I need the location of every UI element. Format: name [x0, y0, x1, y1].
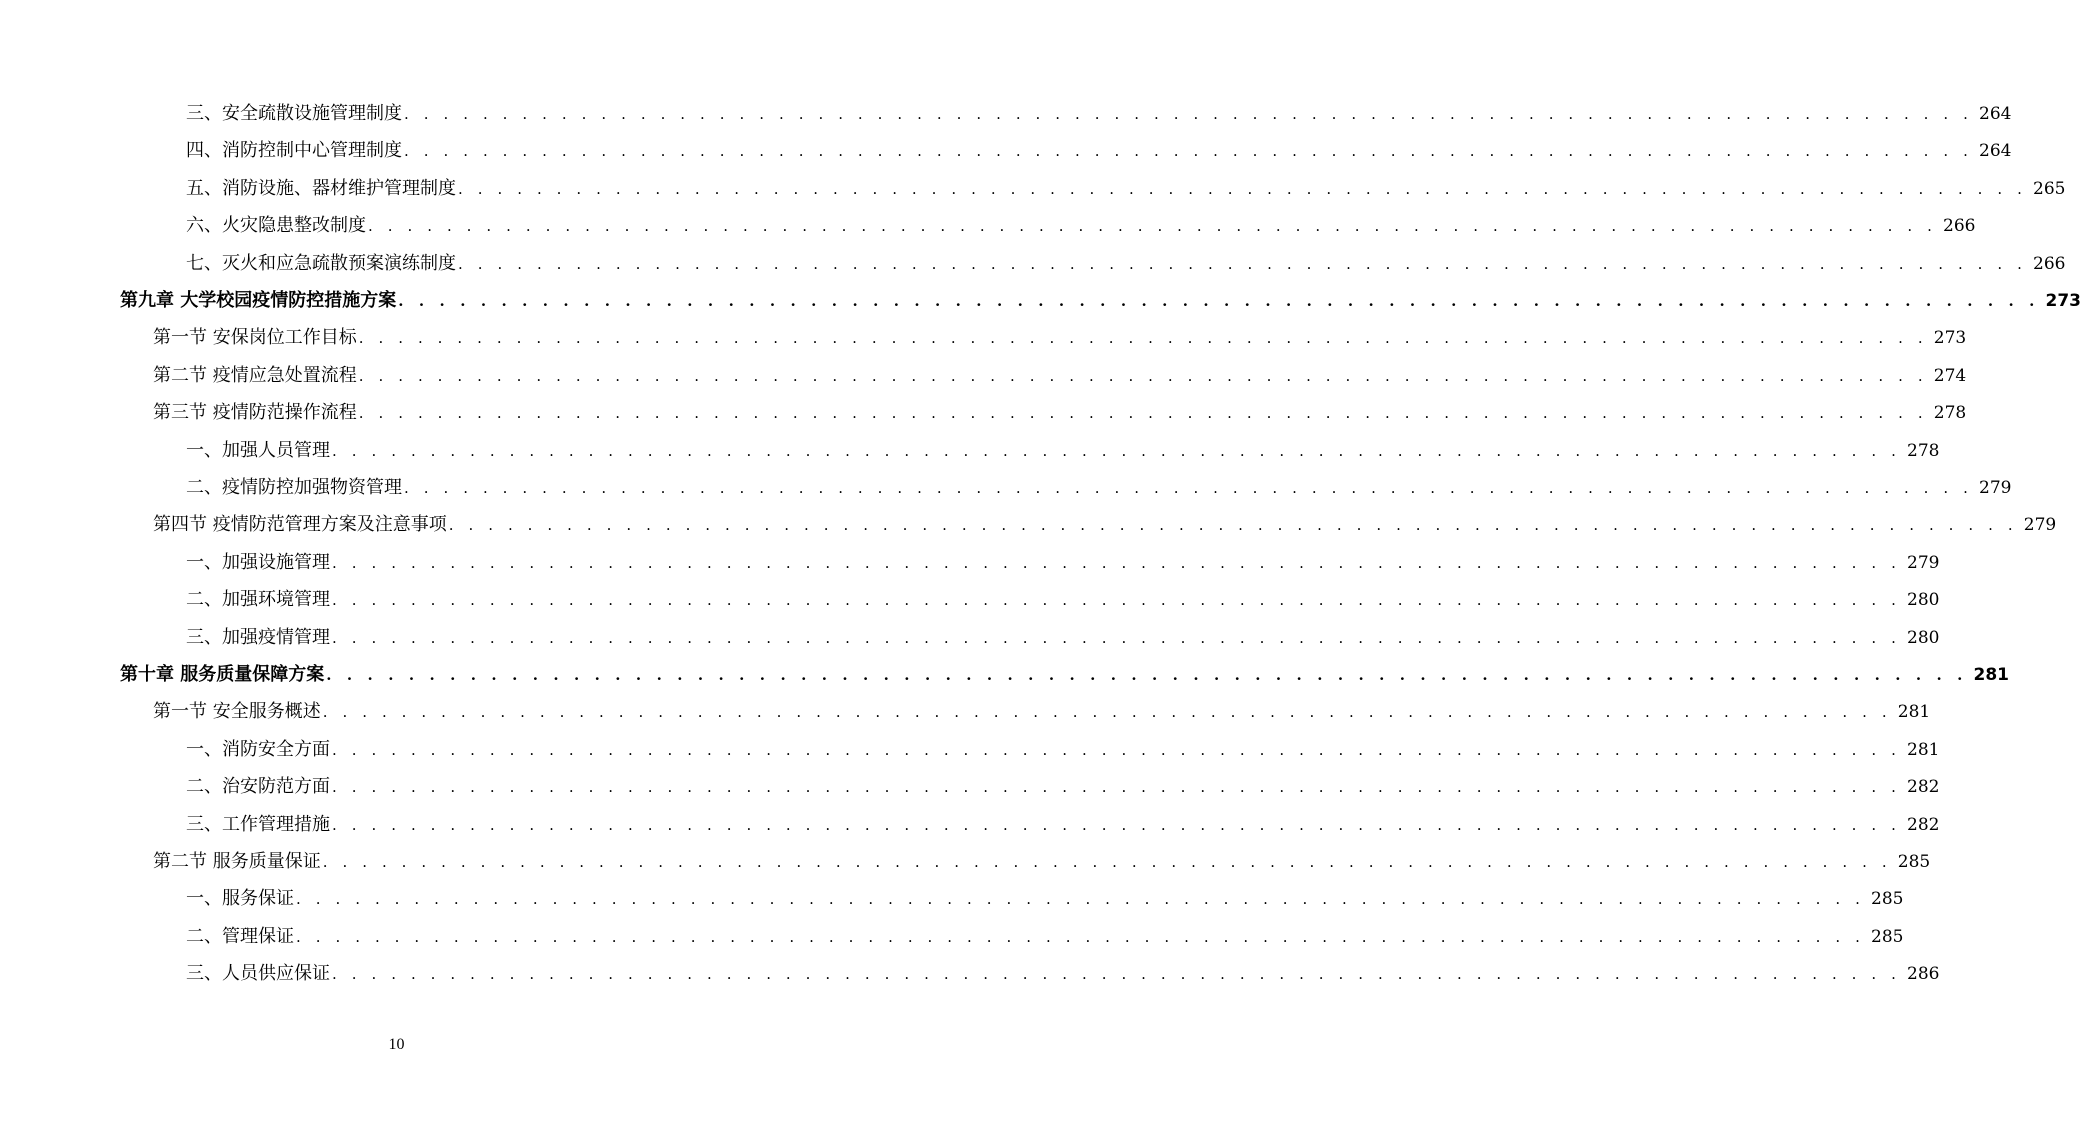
toc-entry-item[interactable] — [186, 175, 2066, 203]
toc-entry-item[interactable] — [186, 137, 2012, 165]
toc-entry-item[interactable] — [186, 586, 1940, 614]
toc-entry-page: 279 — [1979, 478, 2012, 498]
toc-entry-page: 282 — [1907, 814, 1940, 835]
toc-dot-leader: . . . . . . . . . . . . . . . . . . . . . . . . . . . . . . . . . . . . . . . . . . . . . . . . . . . . . . . . . . . . . . . . . . . . . . . . . . . . . . . . — [404, 105, 1974, 123]
toc-entry-page: 278 — [1933, 403, 1967, 424]
toc-dot-leader: . . . . . . . . . . . . . . . . . . . . . . . . . . . . . . . . . . . . . . . . . . . . . . . . . . . . . . . . . . . . . . . . . . . . . . . . . . . . . . . . — [404, 142, 1974, 161]
toc-dot-leader: . . . . . . . . . . . . . . . . . . . . . . . . . . . . . . . . . . . . . . . . . . . . . . . . . . . . . . . . . . . . . . . . . . . . . . . . . . . . . . . . — [326, 666, 1968, 684]
toc-entry-page: 264 — [1979, 104, 2012, 124]
toc-entry-title: 三、人员供应保证 — [186, 963, 330, 985]
toc-entry-item[interactable] — [186, 474, 2012, 502]
toc-entry-page: 278 — [1907, 440, 1940, 461]
toc-entry-page: 273 — [1933, 328, 1967, 349]
toc-entry-page: 285 — [1871, 889, 1904, 910]
toc-entry-title: 第三节 疫情防范操作流程 — [153, 402, 357, 424]
toc-entry-item[interactable] — [186, 811, 1940, 839]
toc-entry-title: 第十章 服务质量保障方案 — [120, 664, 325, 685]
toc-entry-title: 第九章 大学校园疫情防控措施方案 — [120, 290, 397, 311]
toc-dot-leader: . . . . . . . . . . . . . . . . . . . . . . . . . . . . . . . . . . . . . . . . . . . . . . . . . . . . . . . . . . . . . . . . . . . . . . . . . . . . . . . . — [458, 179, 2028, 198]
toc-entry-page: 281 — [1897, 702, 1931, 723]
toc-dot-leader: . . . . . . . . . . . . . . . . . . . . . . . . . . . . . . . . . . . . . . . . . . . . . . . . . . . . . . . . . . . . . . . . . . . . . . . . . . . . . . . . — [458, 254, 2028, 273]
toc-entry-title: 第二节 服务质量保证 — [153, 851, 321, 872]
toc-entry-title: 二、管理保证 — [186, 925, 294, 947]
toc-entry-section[interactable] — [153, 324, 1967, 352]
toc-entry-page: 266 — [2033, 253, 2066, 274]
toc-dot-leader: . . . . . . . . . . . . . . . . . . . . . . . . . . . . . . . . . . . . . . . . . . . . . . . . . . . . . . . . . . . . . . . . . . . . . . . . . . . . . . . . — [332, 591, 1902, 610]
toc-entry-page: 281 — [1973, 665, 2009, 685]
toc-entry-section[interactable] — [153, 362, 1967, 390]
toc-dot-leader: . . . . . . . . . . . . . . . . . . . . . . . . . . . . . . . . . . . . . . . . . . . . . . . . . . . . . . . . . . . . . . . . . . . . . . . . . . . . . . . . — [332, 815, 1902, 834]
toc-entry-page: 282 — [1907, 777, 1940, 798]
toc-dot-leader: . . . . . . . . . . . . . . . . . . . . . . . . . . . . . . . . . . . . . . . . . . . . . . . . . . . . . . . . . . . . . . . . . . . . . . . . . . . . . . . . — [358, 366, 1928, 385]
toc-entry-section[interactable] — [153, 511, 2057, 539]
toc-dot-leader: . . . . . . . . . . . . . . . . . . . . . . . . . . . . . . . . . . . . . . . . . . . . . . . . . . . . . . . . . . . . . . . . . . . . . . . . . . . . . . . . — [332, 965, 1902, 984]
toc-entry-title: 三、安全疏散设施管理制度 — [186, 103, 402, 124]
toc-entry-page: 279 — [2023, 515, 2057, 536]
toc-entry-title: 一、消防安全方面 — [186, 738, 330, 760]
toc-entry-title: 一、加强人员管理 — [186, 439, 330, 461]
toc-entry-title: 第二节 疫情应急处置流程 — [153, 364, 357, 386]
toc-dot-leader: . . . . . . . . . . . . . . . . . . . . . . . . . . . . . . . . . . . . . . . . . . . . . . . . . . . . . . . . . . . . . . . . . . . . . . . . . . . . . . . . — [368, 217, 1938, 236]
toc-entry-title: 二、加强环境管理 — [186, 589, 330, 611]
toc-entry-section[interactable] — [153, 848, 1931, 876]
toc-entry-title: 六、火灾隐患整改制度 — [186, 215, 366, 237]
toc-entry-page: 273 — [2045, 291, 2081, 311]
toc-entry-chapter[interactable] — [120, 287, 2081, 315]
toc-entry-title: 第四节 疫情防范管理方案及注意事项 — [153, 514, 447, 536]
toc-entry-item[interactable] — [186, 212, 1976, 240]
toc-entry-item[interactable] — [186, 549, 1940, 577]
toc-entry-item[interactable] — [186, 100, 2012, 128]
toc-entry-title: 四、消防控制中心管理制度 — [186, 140, 402, 162]
toc-dot-leader: . . . . . . . . . . . . . . . . . . . . . . . . . . . . . . . . . . . . . . . . . . . . . . . . . . . . . . . . . . . . . . . . . . . . . . . . . . . . . . . . — [332, 778, 1902, 797]
toc-dot-leader: . . . . . . . . . . . . . . . . . . . . . . . . . . . . . . . . . . . . . . . . . . . . . . . . . . . . . . . . . . . . . . . . . . . . . . . . . . . . . . . . — [296, 927, 1866, 946]
toc-entry-page: 286 — [1907, 964, 1940, 985]
toc-dot-leader: . . . . . . . . . . . . . . . . . . . . . . . . . . . . . . . . . . . . . . . . . . . . . . . . . . . . . . . . . . . . . . . . . . . . . . . . . . . . . . . . — [322, 853, 1892, 871]
toc-entry-item[interactable] — [186, 773, 1940, 801]
toc-entry-section[interactable] — [153, 698, 1931, 726]
toc-entry-page: 285 — [1897, 852, 1931, 872]
toc-dot-leader: . . . . . . . . . . . . . . . . . . . . . . . . . . . . . . . . . . . . . . . . . . . . . . . . . . . . . . . . . . . . . . . . . . . . . . . . . . . . . . . . — [398, 292, 2040, 310]
toc-dot-leader: . . . . . . . . . . . . . . . . . . . . . . . . . . . . . . . . . . . . . . . . . . . . . . . . . . . . . . . . . . . . . . . . . . . . . . . . . . . . . . . . — [332, 441, 1902, 460]
toc-entry-page: 265 — [2033, 178, 2066, 199]
toc-entry-page: 266 — [1943, 216, 1976, 237]
toc-entry-item[interactable] — [186, 736, 1940, 764]
toc-entry-item[interactable] — [186, 885, 1904, 913]
toc-dot-leader: . . . . . . . . . . . . . . . . . . . . . . . . . . . . . . . . . . . . . . . . . . . . . . . . . . . . . . . . . . . . . . . . . . . . . . . . . . . . . . . . — [332, 553, 1902, 572]
toc-dot-leader: . . . . . . . . . . . . . . . . . . . . . . . . . . . . . . . . . . . . . . . . . . . . . . . . . . . . . . . . . . . . . . . . . . . . . . . . . . . . . . . . — [404, 479, 1974, 497]
toc-dot-leader: . . . . . . . . . . . . . . . . . . . . . . . . . . . . . . . . . . . . . . . . . . . . . . . . . . . . . . . . . . . . . . . . . . . . . . . . . . . . . . . . — [358, 404, 1928, 423]
toc-entry-page: 280 — [1907, 627, 1940, 648]
toc-entry-page: 285 — [1871, 926, 1904, 947]
toc-entry-title: 三、工作管理措施 — [186, 813, 330, 835]
toc-entry-title: 七、灭火和应急疏散预案演练制度 — [186, 252, 456, 274]
toc-dot-leader: . . . . . . . . . . . . . . . . . . . . . . . . . . . . . . . . . . . . . . . . . . . . . . . . . . . . . . . . . . . . . . . . . . . . . . . . . . . . . . . . — [332, 740, 1902, 759]
toc-entry-title: 一、加强设施管理 — [186, 551, 330, 573]
toc-entry-title: 第一节 安全服务概述 — [153, 701, 321, 723]
toc-dot-leader: . . . . . . . . . . . . . . . . . . . . . . . . . . . . . . . . . . . . . . . . . . . . . . . . . . . . . . . . . . . . . . . . . . . . . . . . . . . . . . . . — [332, 628, 1902, 647]
toc-entry-item[interactable] — [186, 624, 1940, 652]
toc-entry-page: 279 — [1907, 552, 1940, 573]
toc-entry-item[interactable] — [186, 923, 1904, 951]
toc-dot-leader: . . . . . . . . . . . . . . . . . . . . . . . . . . . . . . . . . . . . . . . . . . . . . . . . . . . . . . . . . . . . . . . . . . . . . . . . . . . . . . . . — [322, 703, 1892, 722]
toc-entry-title: 二、疫情防控加强物资管理 — [186, 477, 402, 498]
toc-entry-item[interactable] — [186, 960, 1940, 988]
toc-entry-item[interactable] — [186, 437, 1940, 465]
toc-entry-title: 一、服务保证 — [186, 888, 294, 910]
toc-entry-title: 三、加强疫情管理 — [186, 626, 330, 648]
toc-dot-leader: . . . . . . . . . . . . . . . . . . . . . . . . . . . . . . . . . . . . . . . . . . . . . . . . . . . . . . . . . . . . . . . . . . . . . . . . . . . . . . . . — [448, 516, 2018, 535]
toc-dot-leader: . . . . . . . . . . . . . . . . . . . . . . . . . . . . . . . . . . . . . . . . . . . . . . . . . . . . . . . . . . . . . . . . . . . . . . . . . . . . . . . . — [296, 890, 1866, 909]
toc-entry-chapter[interactable] — [120, 661, 2009, 689]
toc-entry-page: 280 — [1907, 590, 1940, 611]
page-number: 10 — [388, 1036, 405, 1053]
toc-entry-page: 274 — [1933, 365, 1967, 386]
toc-dot-leader: . . . . . . . . . . . . . . . . . . . . . . . . . . . . . . . . . . . . . . . . . . . . . . . . . . . . . . . . . . . . . . . . . . . . . . . . . . . . . . . . — [358, 329, 1928, 348]
toc-entry-page: 264 — [1979, 141, 2012, 162]
toc-entry-title: 二、治安防范方面 — [186, 776, 330, 798]
toc-entry-title: 五、消防设施、器材维护管理制度 — [186, 177, 456, 199]
toc-entry-title: 第一节 安保岗位工作目标 — [153, 327, 357, 349]
toc-entry-section[interactable] — [153, 399, 1967, 427]
toc-entry-page: 281 — [1907, 739, 1940, 760]
toc-entry-item[interactable] — [186, 250, 2066, 278]
